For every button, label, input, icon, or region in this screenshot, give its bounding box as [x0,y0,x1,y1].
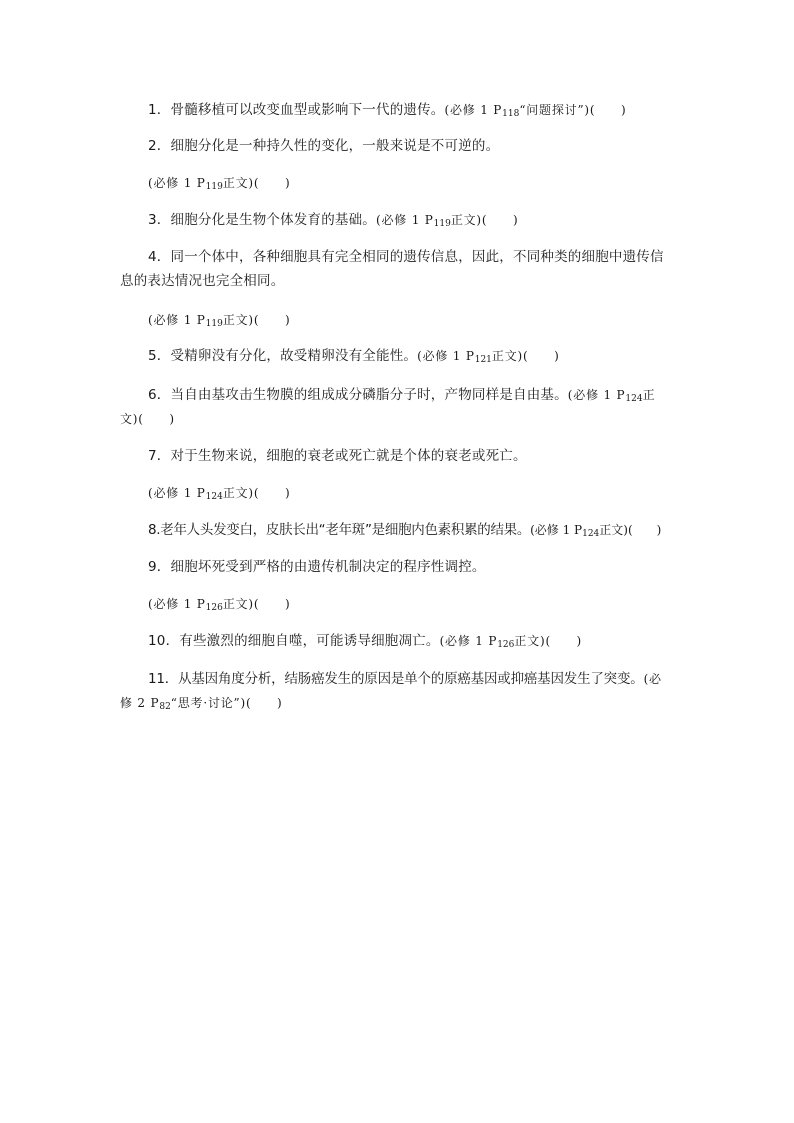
item-4-continuation [120,272,284,290]
textbook-reference: (必修 1 $P_{124}$正文)( ) [148,486,291,502]
item-9-reference [148,595,290,613]
item-6-continuation [120,410,175,428]
textbook-reference: (必修 1 $P_{121}$正文)( ) [417,349,560,365]
textbook-reference: (必修 1 $P_{119}$正文)( ) [376,213,519,229]
item-1 [148,101,626,119]
statement-text: 9．细胞坏死受到严格的由遗传机制决定的程序性调控。 [148,559,486,575]
item-8 [148,521,661,539]
statement-text: 5．受精卵没有分化，故受精卵没有全能性。 [148,348,418,364]
item-2 [148,137,499,155]
textbook-reference: (必修 1 $P_{126}$正文)( ) [439,634,583,650]
textbook-reference: (必修 1 $P_{119}$正文)( ) [148,313,291,329]
textbook-reference: (必修 1 $P_{126}$正文)( ) [148,597,291,613]
textbook-reference: 文)( ) [120,412,175,426]
statement-text: 4．同一个体中，各种细胞具有完全相同的遗传信息，因此，不同种类的细胞中遗传信 [148,249,664,265]
item-3 [148,211,518,229]
textbook-reference: 修 2 $P_{82}“$思考·讨论”)( ) [120,696,283,712]
statement-text: 7．对于生物来说，细胞的衰老或死亡就是个体的衰老或死亡。 [148,448,527,464]
textbook-reference: (必修 1 $P_{118}“$问题探讨”)( ) [444,103,627,119]
item-4-reference [148,311,290,329]
item-4 [148,248,664,266]
item-7-reference [148,484,290,502]
item-11-continuation [120,694,283,712]
textbook-reference: (必修 1 $P_{124}$正文)( ) [530,523,662,539]
item-9 [148,558,486,576]
textbook-reference: (必修 1 $P_{119}$正文)( ) [148,176,291,192]
item-6 [148,386,655,404]
item-10 [148,632,582,650]
statement-text: 11．从基因角度分析，结肠癌发生的原因是单个的原癌基因或抑癌基因发生了突变。 [148,671,644,687]
statement-text: 8.老年人头发变白，皮肤长出“老年斑”是细胞内色素积累的结果。 [148,522,531,538]
item-11 [148,670,662,688]
statement-text: 3．细胞分化是生物个体发育的基础。 [148,212,376,228]
item-2-reference [148,174,290,192]
statement-text: 2．细胞分化是一种持久性的变化，一般来说是不可逆的。 [148,138,500,154]
statement-text: 6．当自由基攻击生物膜的组成成分磷脂分子时，产物同样是自由基。 [148,387,568,403]
textbook-reference: (必 [643,672,662,686]
statement-text: 息的表达情况也完全相同。 [120,273,285,289]
statement-text: 1．骨髓移植可以改变血型或影响下一代的遗传。 [148,102,445,118]
textbook-reference: (必修 1 $P_{124}$正 [567,388,656,404]
statement-text: 10．有些激烈的细胞自噬，可能诱导细胞凋亡。 [148,633,440,649]
item-7 [148,447,527,465]
item-5 [148,347,560,365]
